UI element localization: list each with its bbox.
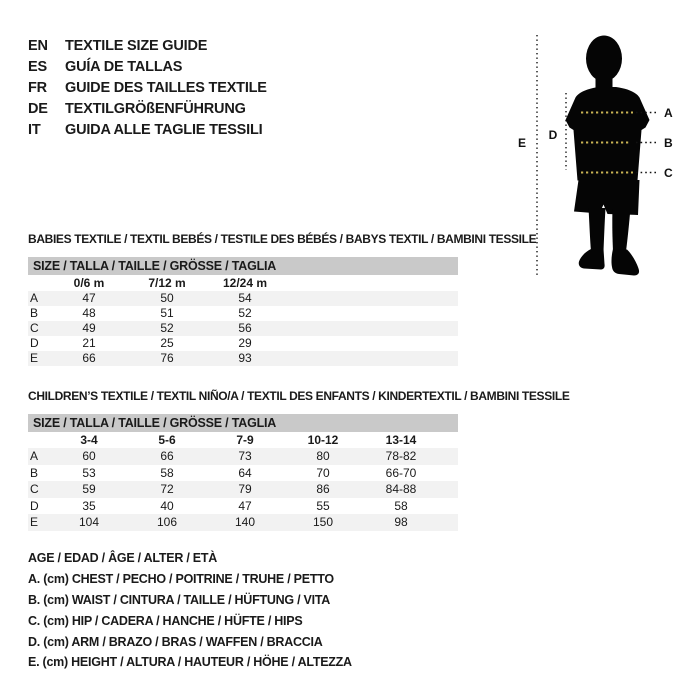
table-cell: 40 <box>160 498 174 513</box>
legend-line-age: AGE / EDAD / ÂGE / ALTER / ETÀ <box>28 551 218 565</box>
measure-label-E: E <box>517 136 527 150</box>
legend-line-arm: D. (cm) ARM / BRAZO / BRAS / WAFFEN / BRACCIA <box>28 634 323 649</box>
table-cell: 52 <box>160 321 174 335</box>
table-cell: 76 <box>160 351 174 365</box>
language-label: GUÍA DE TALLAS <box>65 59 183 75</box>
measure-label-C: C <box>664 166 673 180</box>
table-cell: 54 <box>238 291 252 305</box>
table-cell: 73 <box>238 449 252 463</box>
babies-size-header-bar: SIZE / TALLA / TAILLE / GRÖSSE / TAGLIA <box>28 257 458 275</box>
table-cell: 55 <box>316 498 330 513</box>
language-code: DE <box>28 101 48 117</box>
table-cell: 150 <box>312 515 334 529</box>
column-header: 10-12 <box>307 433 339 447</box>
language-row-de <box>28 99 267 120</box>
legend-line-hip: C. (cm) HIP / CADERA / HANCHE / HÜFTE / HIPS <box>28 613 303 628</box>
table-cell: 49 <box>82 321 96 335</box>
corner-cell <box>28 432 50 448</box>
table-row <box>28 306 458 321</box>
row-label: D <box>30 498 39 513</box>
legend-line-waist: B. (cm) WAIST / CINTURA / TAILLE / HÜFTUNG / VITA <box>28 592 331 607</box>
table-cell: 78-82 <box>385 449 417 463</box>
measurement-figure <box>505 25 695 290</box>
row-label: B <box>30 465 39 480</box>
column-header: 5-6 <box>158 433 176 447</box>
table-cell: 64 <box>238 465 252 480</box>
table-row <box>28 514 458 531</box>
table-cell: 70 <box>316 465 330 480</box>
row-label: A <box>30 449 39 463</box>
table-cell: 86 <box>316 482 330 496</box>
corner-cell <box>28 275 50 291</box>
language-code: ES <box>28 59 47 75</box>
measure-label-B: B <box>664 136 673 150</box>
table-cell: 35 <box>82 498 96 513</box>
language-row-fr <box>28 78 267 99</box>
table-cell: 58 <box>394 498 408 513</box>
table-cell: 48 <box>82 306 96 320</box>
table-row <box>28 351 458 366</box>
column-header: 12/24 m <box>222 276 268 290</box>
table-cell: 66-70 <box>385 465 417 480</box>
table-cell: 59 <box>82 482 96 496</box>
table-cell: 47 <box>82 291 96 305</box>
table-row <box>28 336 458 351</box>
language-row-es <box>28 57 267 78</box>
language-title-list <box>28 36 267 141</box>
column-header: 13-14 <box>385 433 417 447</box>
language-row-en <box>28 36 267 57</box>
table-cell: 98 <box>394 515 408 529</box>
table-cell: 93 <box>238 351 252 365</box>
babies-column-header-row <box>28 275 458 291</box>
table-cell: 66 <box>160 449 174 463</box>
table-cell: 58 <box>160 465 174 480</box>
children-size-table <box>28 414 458 531</box>
table-row <box>28 291 458 306</box>
row-label: C <box>30 482 39 496</box>
table-row <box>28 481 458 498</box>
language-code: FR <box>28 80 47 96</box>
children-section-title: CHILDREN’S TEXTILE / TEXTIL NIÑO/A / TEXTIL DES ENFANTS / KINDERTEXTIL / BAMBINI TESSILE <box>28 389 570 403</box>
language-code: IT <box>28 122 41 138</box>
row-label: B <box>30 306 39 320</box>
table-row <box>28 448 458 465</box>
babies-section-title: BABIES TEXTILE / TEXTIL BEBÉS / TESTILE DES BÉBÉS / BABYS TEXTIL / BAMBINI TESSILE <box>28 232 537 246</box>
table-cell: 21 <box>82 336 96 350</box>
table-cell: 47 <box>238 498 252 513</box>
table-cell: 66 <box>82 351 96 365</box>
measure-label-D: D <box>548 128 558 142</box>
row-label: C <box>30 321 39 335</box>
babies-size-table <box>28 257 458 366</box>
table-row <box>28 498 458 515</box>
table-cell: 51 <box>160 306 174 320</box>
column-header: 7-9 <box>236 433 254 447</box>
language-row-it <box>28 120 267 141</box>
row-label: A <box>30 291 39 305</box>
children-size-header-bar: SIZE / TALLA / TAILLE / GRÖSSE / TAGLIA <box>28 414 458 432</box>
measure-label-A: A <box>664 106 673 120</box>
table-cell: 84-88 <box>385 482 417 496</box>
table-cell: 140 <box>234 515 256 529</box>
column-header: 3-4 <box>80 433 98 447</box>
table-row <box>28 321 458 336</box>
table-cell: 72 <box>160 482 174 496</box>
language-code: EN <box>28 38 48 54</box>
table-cell: 56 <box>238 321 252 335</box>
legend-line-height: E. (cm) HEIGHT / ALTURA / HAUTEUR / HÖHE / ALTEZZA <box>28 655 352 670</box>
table-cell: 53 <box>82 465 96 480</box>
table-cell: 50 <box>160 291 174 305</box>
children-column-header-row <box>28 432 458 448</box>
table-cell: 80 <box>316 449 330 463</box>
table-cell: 60 <box>82 449 96 463</box>
language-label: GUIDA ALLE TAGLIE TESSILI <box>65 122 263 138</box>
row-label: E <box>30 515 39 529</box>
table-cell: 25 <box>160 336 174 350</box>
child-silhouette <box>566 36 650 276</box>
language-label: GUIDE DES TAILLES TEXTILE <box>65 80 267 96</box>
legend-line-chest: A. (cm) CHEST / PECHO / POITRINE / TRUHE / PETTO <box>28 571 334 586</box>
column-header: 7/12 m <box>148 276 186 290</box>
child-silhouette-diagram <box>505 25 695 290</box>
column-header: 0/6 m <box>73 276 105 290</box>
measurement-legend <box>28 548 352 673</box>
table-cell: 52 <box>238 306 252 320</box>
language-label: TEXTILGRÖßENFÜHRUNG <box>65 101 246 117</box>
language-label: TEXTILE SIZE GUIDE <box>65 38 208 54</box>
table-cell: 29 <box>238 336 252 350</box>
table-cell: 79 <box>238 482 252 496</box>
table-cell: 104 <box>78 515 100 529</box>
table-row <box>28 465 458 482</box>
row-label: E <box>30 351 39 365</box>
table-cell: 106 <box>156 515 178 529</box>
row-label: D <box>30 336 39 350</box>
